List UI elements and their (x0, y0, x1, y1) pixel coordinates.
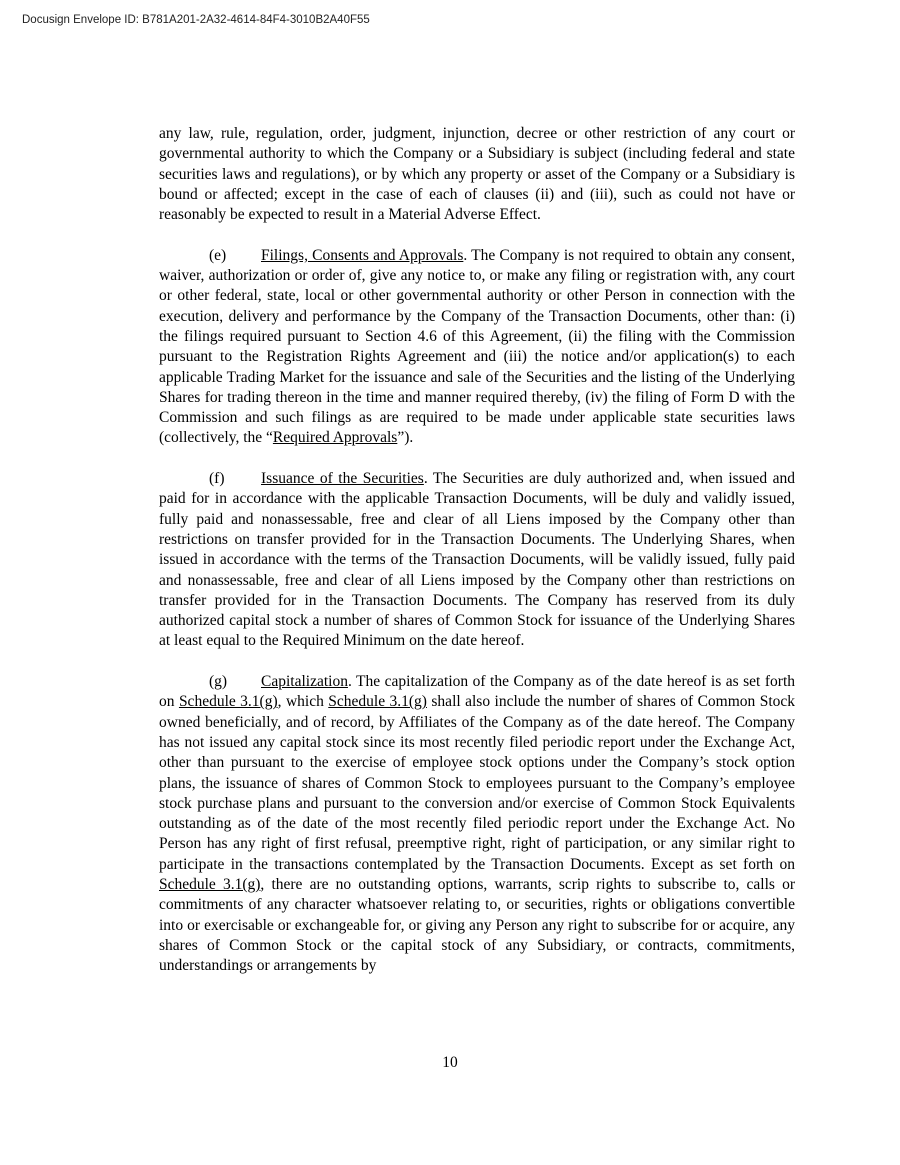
schedule-reference-3: Schedule 3.1(g) (159, 875, 261, 893)
defined-term-required-approvals: Required Approvals (272, 429, 398, 447)
section-g-label: (g) (209, 673, 228, 691)
section-g-text-4: , there are no outstanding options, warrants, scrip rights to subscribe to, calls or commitments of any character whatsoever relating to, or securities, rights or obligations convertible into or exercisable or exchangeable for, or giving any Person any right to subscribe for or acquire, any shares of Common Stock or the capital stock of any Subsidiary, or contracts, commitments, understandings or arrangements by (159, 875, 795, 975)
section-e-label: (e) (209, 246, 227, 264)
page-number: 10 (442, 1054, 458, 1071)
section-e-heading: Filings, Consents and Approvals (261, 246, 464, 264)
schedule-reference-1: Schedule 3.1(g) (178, 693, 278, 711)
section-g-text-2: , which (277, 693, 329, 711)
paragraph-continuation: any law, rule, regulation, order, judgment, injunction, decree or other restriction of any court or governmental authority to which the Company or a Subsidiary is subject (including federal and state securities laws and regulations), or by which any property or asset of the Company or a Subsidiary is bound or affected; except in the case of each of clauses (ii) and (iii), such as could not have or reasonably be expected to result in a Material Adverse Effect. (159, 125, 795, 224)
page-body (159, 124, 795, 997)
section-f-text-1: . The Securities are duly authorized and, when issued and paid for in accordance with the applicable Transaction Documents, will be duly and validly issued, fully paid and nonassessable, free and clear of all Liens imposed by the Company other than restrictions on transfer provided for in the Transaction Documents. The Underlying Shares, when issued in accordance with the terms of the Transaction Documents, will be validly issued, fully paid and nonassessable, free and clear of all Liens imposed by the Company other than restrictions on transfer provided for in the Transaction Documents. The Company has reserved from its duly authorized capital stock a number of shares of Common Stock for issuance of the Underlying Shares at least equal to the Required Minimum on the date hereof. (159, 470, 795, 650)
section-g (159, 672, 795, 976)
section-g-text-3: shall also include the number of shares of Common Stock owned beneficially, and of record, by Affiliates of the Company as of the date hereof. The Company has not issued any capital stock since its most recently filed periodic report under the Exchange Act, other than pursuant to the exercise of employee stock options under the Company’s stock option plans, the issuance of shares of Common Stock to employees pursuant to the Company’s employee stock purchase plans and pursuant to the conversion and/or exercise of Common Stock Equivalents outstanding as of the date of the most recently filed periodic report under the Exchange Act. No Person has any right of first refusal, preemptive right, right of participation, or any similar right to participate in the transactions contemplated by the Transaction Documents. Except as set forth on (159, 693, 796, 873)
section-f-label: (f) (209, 470, 225, 488)
schedule-reference-2: Schedule 3.1(g) (328, 693, 427, 711)
section-g-heading: Capitalization (261, 673, 348, 691)
envelope-id: Docusign Envelope ID: B781A201-2A32-4614-84F4-3010B2A40F55 (22, 14, 370, 26)
section-f-heading: Issuance of the Securities (261, 470, 424, 488)
section-e-text-1: . The Company is not required to obtain any consent, waiver, authorization or order of, give any notice to, or make any filing or registration with, any court or other federal, state, local or other governmental authority or other Person in connection with the execution, delivery and performance by the Company of the Transaction Documents, other than: (i) the filings required pursuant to Section 4.6 of this Agreement, (ii) the filing with the Commission pursuant to the Registration Rights Agreement and (iii) the notice and/or application(s) to each applicable Trading Market for the issuance and sale of the Securities and the listing of the Underlying Shares for trading thereon in the time and manner required thereby, (iv) the filing of Form D with the Commission and such filings as are required to be made under applicable state securities laws (collectively, the “ (159, 246, 795, 447)
section-g-text-1: . The capitalization of the Company as of the date hereof is as set forth on (159, 673, 795, 711)
section-f (159, 469, 795, 652)
section-e (159, 246, 795, 449)
section-e-text-2: ”). (397, 429, 414, 447)
